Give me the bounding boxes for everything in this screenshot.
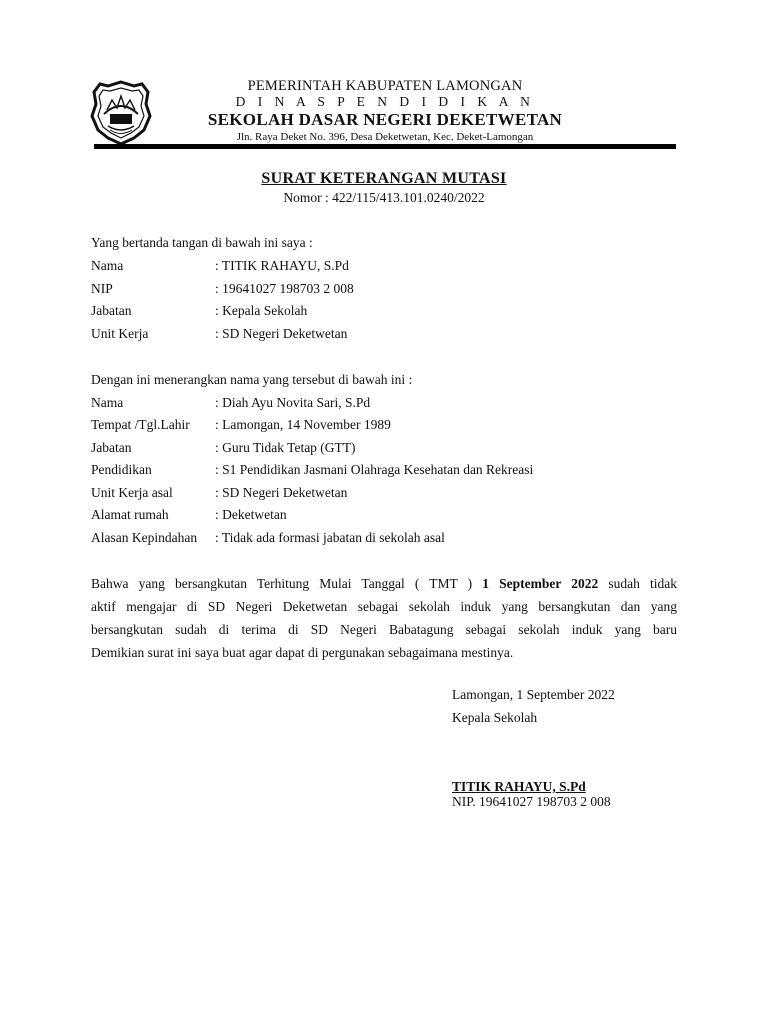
letterhead — [190, 79, 580, 144]
body-text: sudah tidak — [608, 576, 678, 591]
signature-name: TITIK RAHAYU, S.Pd — [452, 779, 586, 794]
field-value: : Deketwetan — [215, 507, 287, 522]
field-label: Jabatan — [91, 303, 132, 318]
subject-row — [91, 417, 691, 437]
signer-row — [91, 303, 691, 323]
field-label: Alasan Kepindahan — [91, 530, 198, 545]
signer-row — [91, 258, 691, 278]
field-value: : Tidak ada formasi jabatan di sekolah asal — [215, 530, 445, 545]
field-label: Unit Kerja — [91, 326, 149, 341]
document-title: SURAT KETERANGAN MUTASI — [261, 170, 507, 187]
letterhead-address: Jln. Raya Deket No. 396, Desa Deketwetan, Kec. Deket-Lamongan — [236, 131, 534, 144]
subject-intro: Dengan ini menerangkan nama yang tersebut di bawah ini : — [91, 372, 413, 387]
body-line-1 — [91, 572, 677, 595]
letterhead-divider — [94, 144, 676, 149]
field-value: : Diah Ayu Novita Sari, S.Pd — [215, 395, 371, 410]
field-value: : TITIK RAHAYU, S.Pd — [215, 258, 349, 273]
signer-row — [91, 326, 691, 346]
subject-row — [91, 395, 691, 415]
body-paragraph — [91, 572, 677, 664]
subject-row — [91, 485, 691, 505]
subject-row — [91, 462, 691, 482]
field-value: : Guru Tidak Tetap (GTT) — [215, 440, 356, 455]
field-value: : SD Negeri Deketwetan — [215, 485, 348, 500]
body-line-3: bersangkutan sudah di terima di SD Negeri Babatagung sebagai sekolah induk yang baru — [91, 622, 677, 637]
field-value: : SD Negeri Deketwetan — [215, 326, 348, 341]
field-value: : 19641027 198703 2 008 — [215, 281, 354, 296]
signer-intro: Yang bertanda tangan di bawah ini saya : — [91, 235, 313, 250]
body-line-2: aktif mengajar di SD Negeri Deketwetan sebagai sekolah induk yang bersangkutan dan yang — [91, 599, 677, 614]
field-value: : Kepala Sekolah — [215, 303, 308, 318]
body-text: Bahwa yang bersangkutan Terhitung Mulai Tanggal ( TMT ) — [91, 576, 473, 591]
subject-row — [91, 530, 691, 550]
field-label: Tempat /Tgl.Lahir — [91, 417, 190, 432]
field-label: NIP — [91, 281, 113, 296]
regency-emblem-logo — [90, 80, 152, 146]
document-number: Nomor : 422/115/413.101.0240/2022 — [283, 190, 485, 205]
signature-place-date: Lamongan, 1 September 2022 — [452, 687, 615, 702]
field-label: Nama — [91, 395, 124, 410]
field-label: Nama — [91, 258, 124, 273]
field-value: : Lamongan, 14 November 1989 — [215, 417, 391, 432]
letterhead-government: PEMERINTAH KABUPATEN LAMONGAN — [247, 78, 523, 94]
field-label: Jabatan — [91, 440, 132, 455]
field-value: : S1 Pendidikan Jasmani Olahraga Kesehatan dan Rekreasi — [215, 462, 534, 477]
signature-position: Kepala Sekolah — [452, 710, 538, 725]
subject-row — [91, 507, 691, 527]
letterhead-school-name: SEKOLAH DASAR NEGERI DEKETWETAN — [207, 110, 563, 130]
field-label: Alamat rumah — [91, 507, 169, 522]
field-label: Pendidikan — [91, 462, 152, 477]
signature-nip: NIP. 19641027 198703 2 008 — [452, 794, 611, 809]
letterhead-department: D I N A S P E N D I D I K A N — [235, 94, 535, 110]
body-line-4: Demikian surat ini saya buat agar dapat di pergunakan sebagaimana mestinya. — [91, 645, 514, 660]
tmt-date: 1 September 2022 — [482, 576, 599, 591]
signer-row — [91, 281, 691, 301]
subject-row — [91, 440, 691, 460]
field-label: Unit Kerja asal — [91, 485, 173, 500]
